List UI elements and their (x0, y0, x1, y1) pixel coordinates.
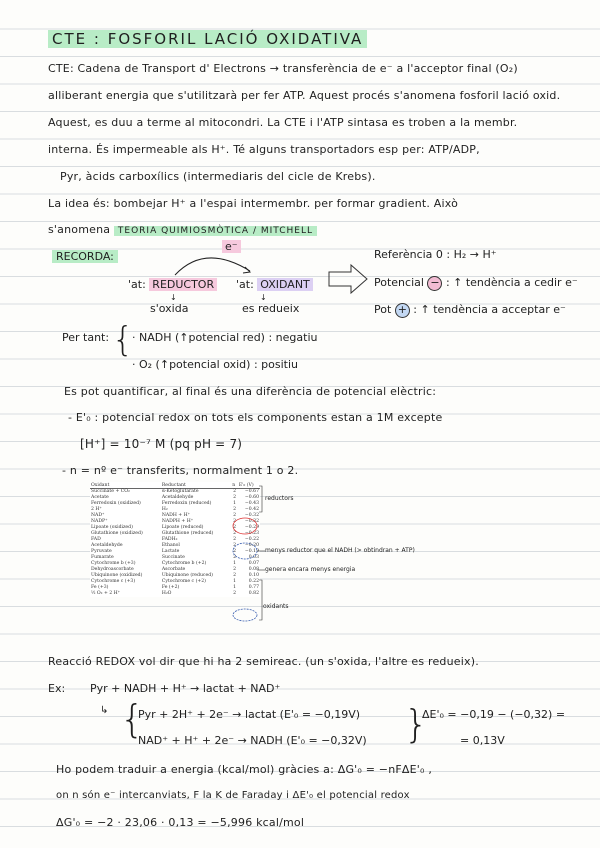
pot-label: Pot (374, 303, 392, 316)
cell-oxidant: Ferredoxin (oxidized) (91, 501, 141, 507)
cell-reductant: H₂ (161, 507, 168, 513)
cell-e0: −0.32 (244, 519, 259, 525)
header-oxidant: Oxidant (90, 482, 161, 489)
cell-e0: 0.82 (248, 591, 259, 597)
reductor-label: REDUCTOR (149, 278, 217, 291)
electron-label: e⁻ (222, 240, 241, 253)
cell-oxidant: Acetaldehyde (91, 543, 123, 549)
example-label: Ex: (48, 682, 66, 695)
cell-reductant: α-Ketoglutarate (161, 489, 199, 495)
cell-oxidant: Cytochrome c (+3) (91, 579, 136, 585)
header-n: n (231, 482, 238, 489)
cell-oxidant: Glutathione (oxidized) (91, 531, 143, 537)
intro-line-5: Pyr, àcids carboxílics (intermediaris del cicle de Krebs). (60, 170, 376, 183)
cell-e0: 0.08 (248, 567, 259, 573)
cell-n: 2 (233, 591, 237, 597)
cell-reductant: Acetaldehyde (161, 495, 194, 501)
cell-n: 2 (233, 495, 237, 501)
half-reaction-1: Pyr + 2H⁺ + 2e⁻ → lactat (E'₀ = −0,19V) (138, 708, 361, 721)
cell-reductant: NADH + H⁺ (161, 513, 191, 519)
intro-line-2: alliberant energia que s'utilitzarà per fer ATP. Aquest procés s'anomena fosforil lació oxid. (48, 89, 561, 102)
cell-reductant: Ferredoxin (reduced) (161, 501, 212, 507)
annotation-reductors: reductors (265, 495, 294, 502)
cell-e0: −0.42 (244, 507, 259, 513)
cell-n: 2 (233, 543, 237, 549)
cell-oxidant: Acetate (91, 495, 109, 501)
table-annotation-marks (225, 484, 265, 624)
cell-oxidant: Lipoate (oxidized) (91, 525, 133, 531)
header-e0: E'₀ (V) (238, 482, 260, 489)
cell-oxidant: Succinate + CO₂ (91, 489, 130, 495)
cell-reductant: FADH₂ (161, 537, 178, 543)
cell-n: 2 (233, 507, 237, 513)
cell-reductant: NADPH + H⁺ (161, 519, 194, 525)
quantify-line: Es pot quantificar, al final és una diferència de potencial elèctric: (64, 385, 437, 398)
cell-n: 2 (233, 519, 237, 525)
potencial-negatiu-line (374, 276, 578, 291)
big-arrow-icon (327, 263, 369, 295)
cell-n: 1 (233, 561, 237, 567)
cell-e0: −0.29 (244, 525, 259, 531)
e0-line: - E'₀ : potencial redox on tots els components estan a 1M excepte (68, 411, 443, 424)
cell-n: 1 (233, 579, 237, 585)
cell-reductant: Glutathione (reduced) (161, 531, 214, 537)
plus-circle-icon: + (395, 303, 410, 318)
cell-n: 1 (233, 501, 237, 507)
cell-n: 2 (233, 513, 237, 519)
annotation-menys: menys reductor que el NADH (> obtindran + ATP) (265, 547, 415, 554)
intro-line-3: Aquest, es duu a terme al mitocondri. La CTE i l'ATP sintasa es troben a la membr. (48, 116, 518, 129)
cell-oxidant: NAD⁺ (91, 513, 105, 519)
cell-e0: 0.07 (248, 561, 259, 567)
cell-n: 2 (233, 531, 237, 537)
cell-reductant: Succinate (161, 555, 185, 561)
cell-n: 2 (233, 537, 237, 543)
intro-line-4: interna. És impermeable als H⁺. Té alguns transportadors esp per: ATP/ADP, (48, 143, 480, 156)
cell-e0: −0.32 (244, 513, 259, 519)
cell-reductant: Lactate (161, 549, 180, 555)
cell-reductant: Ascorbate (161, 567, 186, 573)
oxidant-group (236, 278, 313, 291)
cell-oxidant: Dehydroascorbate (91, 567, 134, 573)
title-text: CTE : FOSFORIL LACIÓ OXIDATIVA (48, 30, 367, 48)
cell-reductant: Lipoate (reduced) (161, 525, 204, 531)
cell-e0: −0.20 (244, 543, 259, 549)
cell-oxidant: Fe (+3) (91, 585, 109, 591)
s-oxida: s'oxida (150, 302, 189, 315)
cell-reductant: H₂O (161, 591, 172, 597)
down-arrow-2-icon: ↓ (260, 293, 267, 302)
potencial-positiu-line (374, 303, 566, 318)
reductor-group (128, 278, 217, 291)
example-overall: Pyr + NADH + H⁺ → lactat + NAD⁺ (90, 682, 281, 695)
half-reaction-brace-icon: { (120, 697, 145, 741)
cell-n: 2 (233, 549, 237, 555)
recorda-label (52, 250, 118, 263)
n-line: - n = nº e⁻ transferits, normalment 1 o 2. (62, 464, 299, 477)
cell-oxidant: FAD (91, 537, 101, 543)
recorda-label-text: RECORDA: (52, 250, 118, 263)
cell-e0: −0.19 (244, 549, 259, 555)
cell-oxidant: Ubiquinone (oxidized) (91, 573, 143, 579)
referencia-line: Referència 0 : H₂ → H⁺ (374, 248, 497, 261)
cell-reductant: Ethanol (161, 543, 180, 549)
per-tant-label: Per tant: (62, 331, 110, 344)
header-reductant: Reductant (161, 482, 231, 489)
cell-n: 1 (233, 585, 237, 591)
cell-reductant: Cytochrome c (+2) (161, 579, 206, 585)
cell-e0: 0.10 (248, 573, 259, 579)
cell-e0: −0.43 (244, 501, 259, 507)
potencial-negatiu-text: : ↑ tendència a cedir e⁻ (445, 276, 578, 289)
delta-e-line-1: ΔE'₀ = −0,19 − (−0,32) = (422, 708, 566, 721)
half-reaction-close-brace-icon: } (404, 702, 429, 746)
per-tant-line-1: · NADH (↑potencial red) : negatiu (132, 331, 318, 344)
cell-e0: −0.22 (244, 537, 259, 543)
cell-e0: −0.23 (244, 531, 259, 537)
oxidant-label: OXIDANT (257, 278, 312, 291)
cell-e0: −0.67 (244, 489, 259, 495)
potencial-positiu-text: : ↑ tendència a acceptar e⁻ (413, 303, 566, 316)
annotation-oxidants: oxidants (263, 603, 289, 610)
down-arrow-1-icon: ↓ (170, 293, 177, 302)
delta-e-line-2: = 0,13V (460, 734, 505, 747)
cell-oxidant: Cytochrome b (+3) (91, 561, 136, 567)
energy-line-3: ΔG'₀ = −2 · 23,06 · 0,13 = −5,996 kcal/mol (56, 816, 305, 829)
intro-line-1: CTE: Cadena de Transport d' Electrons → transferència de e⁻ a l'acceptor final (O₂) (48, 62, 518, 75)
energy-line-1: Ho podem traduir a energia (kcal/mol) gràcies a: ΔG'₀ = −nFΔE'₀ , (56, 763, 433, 776)
cell-reductant: Fe (+2) (161, 585, 180, 591)
at-label-1: 'at: (128, 278, 146, 291)
cell-e0: 0.22 (248, 579, 259, 585)
cell-oxidant: ½ O₂ + 2 H⁺ (91, 591, 121, 597)
cell-n: 2 (233, 573, 237, 579)
minus-circle-icon: − (427, 276, 442, 291)
energy-line-2: on n són e⁻ intercanviats, F la K de Faraday i ΔE'₀ el potencial redox (56, 790, 410, 801)
cell-oxidant: Fumarate (91, 555, 114, 561)
hook-arrow-icon: ↳ (100, 705, 109, 716)
idea-line: La idea és: bombejar H⁺ a l'espai intermembr. per formar gradient. Això (48, 197, 459, 210)
cell-oxidant: 2 H⁺ (91, 507, 102, 513)
cell-e0: 0.03 (248, 555, 259, 561)
potencial-label: Potencial (374, 276, 424, 289)
cell-n: 2 (233, 555, 237, 561)
per-tant-line-2: · O₂ (↑potencial oxid) : positiu (132, 358, 298, 371)
cell-reductant: Ubiquinone (reduced) (161, 573, 213, 579)
cell-oxidant: Pyruvate (91, 549, 112, 555)
theory-name: TEORIA QUIMIOSMÒTICA / MITCHELL (114, 226, 317, 236)
annotation-genera: genera encara menys energia (265, 566, 356, 573)
cell-reductant: Cytochrome b (+2) (161, 561, 207, 567)
curly-brace-icon: { (112, 320, 134, 360)
cell-e0: −0.60 (244, 495, 259, 501)
es-redueix: es redueix (242, 302, 300, 315)
cell-n: 2 (233, 525, 237, 531)
cell-n: 2 (233, 489, 237, 495)
half-reaction-2: NAD⁺ + H⁺ + 2e⁻ → NADH (E'₀ = −0,32V) (138, 734, 367, 747)
cell-n: 2 (233, 567, 237, 573)
theory-prefix: s'anomena (48, 223, 111, 236)
cell-oxidant: NADP⁺ (91, 519, 108, 525)
at-label-2: 'at: (236, 278, 254, 291)
hplus-line: [H⁺] = 10⁻⁷ M (pq pH = 7) (80, 437, 243, 451)
page-title (48, 30, 367, 48)
reaccio-line: Reacció REDOX vol dir que hi ha 2 semireac. (un s'oxida, l'altre es redueix). (48, 655, 479, 668)
theory-line (48, 223, 317, 236)
cell-e0: 0.77 (248, 585, 259, 591)
